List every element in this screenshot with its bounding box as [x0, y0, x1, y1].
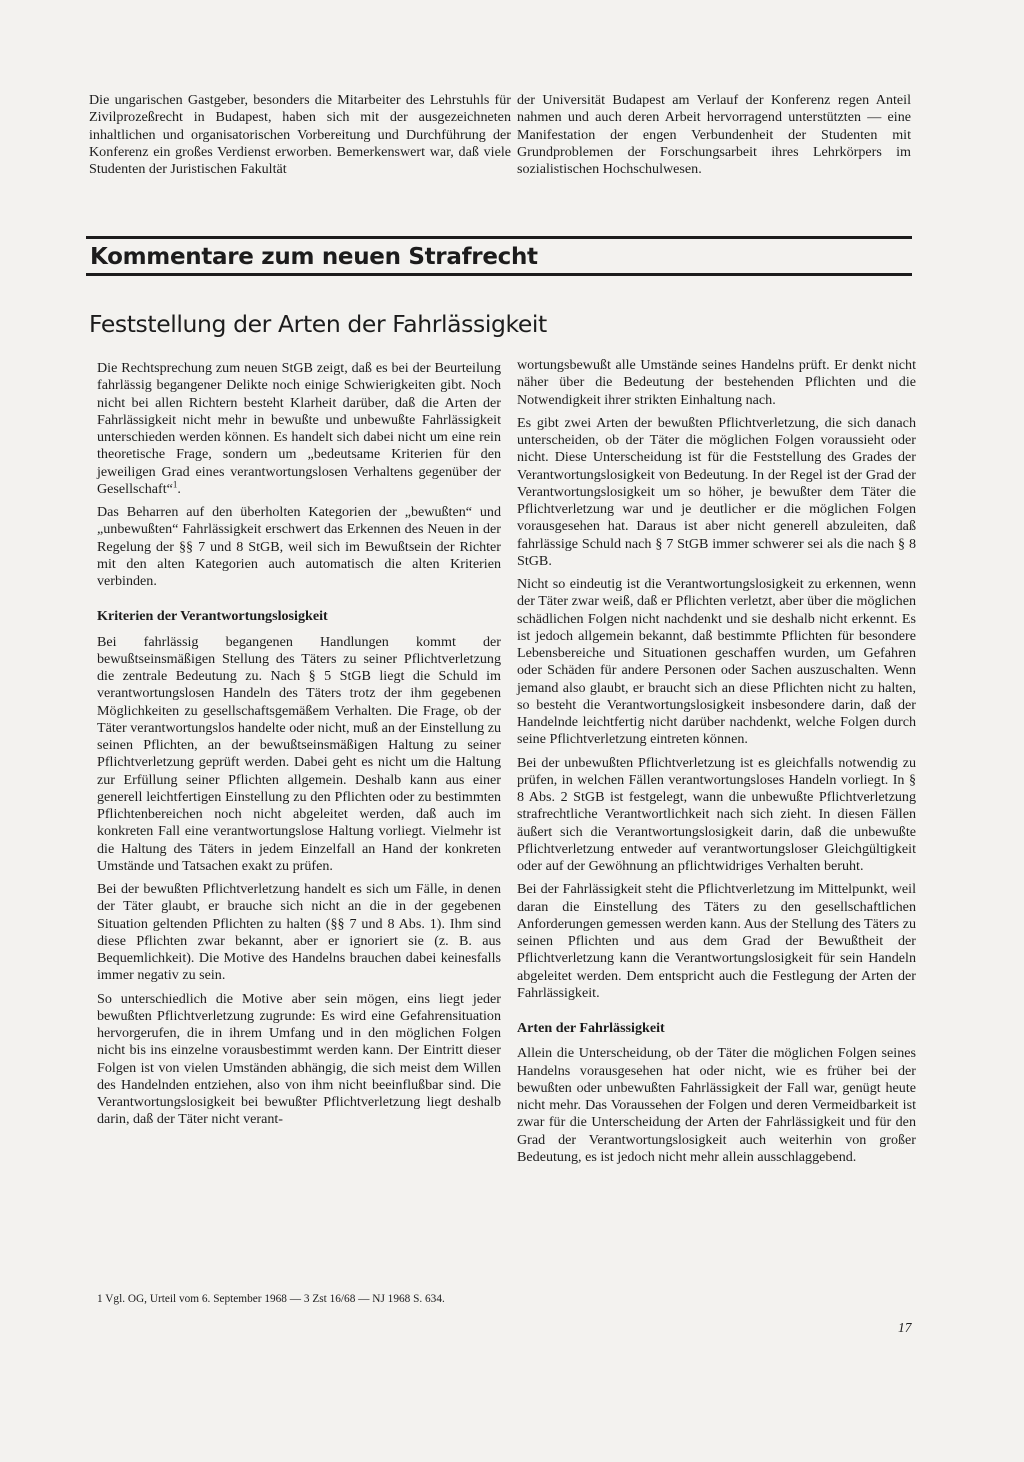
- intro-right-column: [517, 92, 911, 178]
- intro-left-paragraph: Die ungarischen Gastgeber, besonders die Mitarbeiter des Lehrstuhls für Zivilprozeßrecht in Budapest, haben sich mit der ausgezeichneten inhaltlichen und organisatorischen Vorbereitung und Durchführung der Konferenz ein großes Verdienst erworben. Bemerkenswert war, daß viele Studenten der Juristischen Fakultät: [89, 92, 511, 177]
- right-column: [517, 357, 916, 1166]
- intro-right-paragraph: der Universität Budapest am Verlauf der Konferenz regen Anteil nahmen und auch deren Arbeit hervorragend unterstützten — eine Manifestation der engen Verbundenheit der Studenten mit Grundproblemen der Forschungsarbeit ihres Lehrkörpers im sozialistischen Hochschulwesen.: [517, 92, 911, 177]
- right-paragraph-3: Nicht so eindeutig ist die Verantwortungslosigkeit zu erkennen, wenn der Täter zwar weiß, daß er Pflichten verletzt, aber über die möglichen schädlichen Folgen nicht nachdenkt und sie deshalb nicht erkennt. Es ist jedoch allgemein bekannt, daß bestimmte Pflichten für besondere Lebensbereiche und Situationen geschaffen wurden, um Gefahren oder Schäden für andere Personen oder Sachen auszuschalten. Wenn jemand also glaubt, er braucht sich an diese Pflichten nicht zu halten, so besteht die Verantwortungslosigkeit insbesondere darin, daß der Handelnde leichtfertig nicht darüber nachdenkt, welche Folgen durch seine Pflichtverletzung eintreten können.: [517, 576, 916, 748]
- left-paragraph-2: Das Beharren auf den überholten Kategorien der „bewußten“ und „unbewußten“ Fahrlässigkeit erschwert das Erkennen des Neuen in der Regelung der §§ 7 und 8 StGB, weil sich im Bewußtsein der Richter mit den alten Kategorien auch automatisch die alten Kriterien verbinden.: [97, 504, 501, 589]
- left-column: [97, 360, 501, 1129]
- left-paragraph-5: So unterschiedlich die Motive aber sein mögen, eins liegt jeder bewußten Pflichtverletzung zugrunde: Es wird eine Gefahrensituation hervorgerufen, die in ihrem Umfang und in den möglichen Folgen nicht bis ins einzelne vorausbestimmt werden kann. Der Eintritt dieser Folgen ist von vielen Umständen abhängig, die sich meist dem Willen des Handelnden entziehen, also von ihm nicht beeinflußbar sind. Die Verantwortungslosigkeit bei bewußter Pflichtverletzung liegt deshalb darin, daß der Täter nicht verant-: [97, 990, 501, 1128]
- left-paragraph-1-end: .: [177, 480, 181, 497]
- subheading-kinds: Arten der Fahrlässigkeit: [517, 1020, 665, 1036]
- left-paragraph-1: [97, 360, 501, 498]
- right-paragraph-1: wortungsbewußt alle Umstände seines Handelns prüft. Er denkt nicht näher über die Bedeutung der bestehenden Pflichten und die Notwendigkeit ihrer strikten Einhaltung nach.: [517, 357, 916, 408]
- intro-left-column: [89, 92, 511, 178]
- footnote-marker: 1: [172, 479, 178, 490]
- left-paragraph-4: Bei der bewußten Pflichtverletzung handelt es sich um Fälle, in denen der Täter glaubt, er brauche sich nicht an die in der gegebenen Situation geltenden Pflichten zu halten (§§ 7 und 8 Abs. 1). Ihm sind diese Pflichten zwar bekannt, aber er ignoriert sie (z. B. aus Bequemlichkeit). Die Motive des Handelns brauchen dabei keinesfalls immer negativ zu sein.: [97, 881, 501, 984]
- section-rule-top: [86, 236, 912, 239]
- left-paragraph-1-text: Die Rechtsprechung zum neuen StGB zeigt, daß es bei der Beurteilung fahrlässig begangener Delikte noch einige Schwierigkeiten gibt. Noch nicht bei allen Richtern besteht Klarheit darüber, daß die Arten der Fahrlässigkeit nicht mehr in bewußte und unbewußte Fahrlässigkeit unterschieden werden können. Es handelt sich dabei nicht um eine rein theoretische Frage, sondern um „bedeutsame Kriterien für den jeweiligen Grad eines verantwortungslosen Verhaltens gegenüber der Gesellschaft“: [97, 360, 501, 497]
- right-paragraph-2: Es gibt zwei Arten der bewußten Pflichtverletzung, die sich danach unterscheiden, ob der Täter die möglichen Folgen voraussieht oder nicht. Diese Unterscheidung ist für die Feststellung des Grades der Verantwortungslosigkeit von Bedeutung. In der Regel ist der Grad der Verantwortungslosigkeit um so höher, je bewußter dem Täter die Pflichtverletzung war und je deutlicher er die möglichen Folgen vorausgesehen hat. Daraus ist aber nicht generell abzuleiten, daß fahrlässige Schuld nach § 7 StGB immer schwerer sei als die nach § 8 StGB.: [517, 414, 916, 569]
- article-title: Feststellung der Arten der Fahrlässigkeit: [89, 310, 547, 338]
- right-paragraph-6: Allein die Unterscheidung, ob der Täter die möglichen Folgen seines Handelns vorausgesehen hat oder nicht, wie es früher bei der bewußten oder unbewußten Fahrlässigkeit der Fall war, genügt heute nicht mehr. Das Voraussehen der Folgen und deren Vermeidbarkeit ist zwar für die Unterscheidung der Arten der Fahrlässigkeit und für den Grad der Verantwortungslosigkeit auch weiterhin von großer Bedeutung, es ist jedoch nicht mehr allein ausschlaggebend.: [517, 1045, 916, 1165]
- section-title: Kommentare zum neuen Strafrecht: [90, 244, 538, 270]
- footnote: 1 Vgl. OG, Urteil vom 6. September 1968 — 3 Zst 16/68 — NJ 1968 S. 634.: [97, 1293, 445, 1305]
- subheading-criteria: Kriterien der Verantwortungslosigkeit: [97, 608, 328, 625]
- section-rule-bottom: [86, 273, 912, 276]
- left-paragraph-3: Bei fahrlässig begangenen Handlungen kommt der bewußtseinsmäßigen Stellung des Täters zu seiner Pflichtverletzung die zentrale Bedeutung zu. Nach § 5 StGB liegt die Schuld im verantwortungslosen Handeln des Täters trotz der ihm gegebenen Möglichkeiten zu gesellschaftsgemäßem Verhalten. Die Frage, ob der Täter verantwortungslos handelte oder nicht, muß an der Einstellung zu seinen Pflichten, an der bewußtseinsmäßigen Haltung zu seiner Pflichtverletzung geprüft werden. Dabei geht es nicht um die Haltung zur Erfüllung seiner Pflichten allgemein. Deshalb kann aus einer generell leichtfertigen Einstellung zu den Pflichten oder zu bestimmten Pflichtenbereichen noch nicht abgeleitet werden, daß auch im konkreten Fall eine verantwortungslose Haltung vorliegt. Vielmehr ist die Haltung des Täters in jedem Einzelfall an Hand der konkreten Umstände und Tatsachen exakt zu prüfen.: [97, 633, 501, 874]
- page-number: 17: [898, 1320, 912, 1335]
- right-paragraph-4: Bei der unbewußten Pflichtverletzung ist es gleichfalls notwendig zu prüfen, in welchen Fällen verantwortungsloses Handeln vorliegt. In § 8 Abs. 2 StGB ist festgelegt, wann die unbewußte Pflichtverletzung strafrechtliche Verantwortlichkeit nach sich zieht. In diesen Fällen äußert sich die Verantwortungslosigkeit darin, daß die unbewußte Pflichtverletzung entweder auf verantwortungsloser Gleichgültigkeit oder auf der Gewöhnung an pflichtwidriges Verhalten beruht.: [517, 754, 916, 874]
- right-paragraph-5: Bei der Fahrlässigkeit steht die Pflichtverletzung im Mittelpunkt, weil daran die Einstellung des Täters zu den gesellschaftlichen Anforderungen gemessen werden kann. Aus der Stellung des Täters zu seinen Pflichten und aus dem Grad der Bewußtheit der Pflichtverletzung kann die Verantwortungslosigkeit für sein Handeln abgeleitet werden. Dem entspricht auch die Festlegung der Arten der Fahrlässigkeit.: [517, 881, 916, 1001]
